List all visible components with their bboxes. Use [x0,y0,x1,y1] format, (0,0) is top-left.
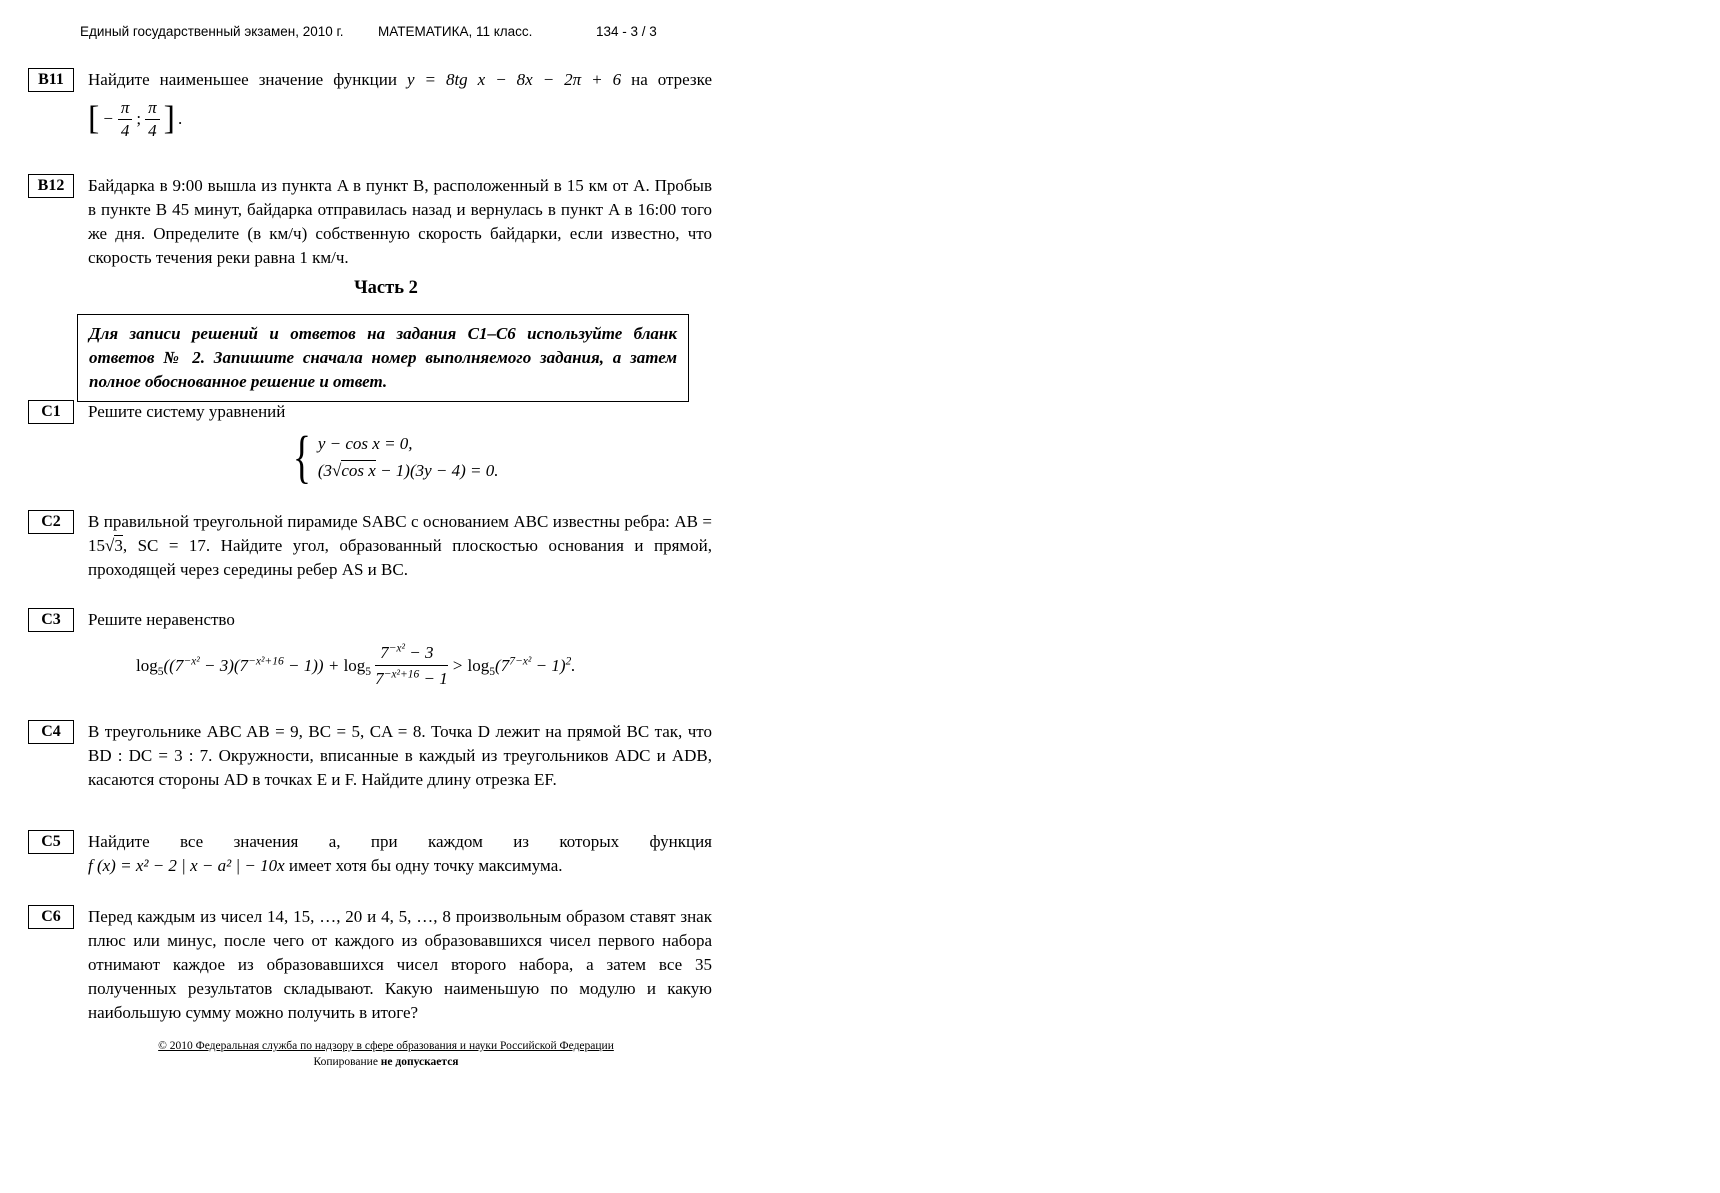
c3-fraction [375,642,448,690]
b11-statement-tail: на отрезке [631,70,713,89]
right-bracket: ] [163,99,175,137]
problem-c4-label: C4 [28,720,74,744]
header-subject: МАТЕМАТИКА, 11 класс. [378,24,533,39]
log-base: 5 [157,664,164,678]
problem-c5-label: C5 [28,830,74,854]
radical-sign: √ [332,460,342,480]
fraction-pi-over-4: $\frac{\pi}{4}$ [145,98,160,140]
problem-c5 [28,830,712,878]
fraction-pi-over-4: $\frac{\pi}{4}$ [118,98,133,140]
header-page-number: 134 - 3 / 3 [596,24,657,39]
c5-function-formula: f (x) = x² − 2 | x − a² | − 10x [88,856,285,875]
exponent: −x² [183,654,200,668]
c3-left-part: $\log_5((7^{-x^2} - 3)(7^{-x^2+16} - 1)) + \log_5$ [136,654,372,678]
square-exponent: 2 [565,654,572,668]
problem-b11 [28,68,712,140]
system-rows [318,432,499,483]
period: . [571,655,576,675]
footer-copy-notice: Копирование не допускается [313,1056,459,1068]
problem-c6 [28,905,712,1025]
part2-notice-box: Для записи решений и ответов на задания С1–С6 используйте бланк ответов № 2. Запишите сначала номер выполняемого задания, а затем полное обоснованное решение и ответ. [77,314,689,402]
c5-statement-tail: имеет хотя бы одну точку максимума. [284,856,563,875]
problem-c1-label: C1 [28,400,74,424]
problem-c1 [28,400,712,489]
c1-statement: Решите систему уравнений [88,402,286,421]
problem-c4 [28,720,712,792]
problem-b11-text [88,68,712,140]
radical: √cos x [332,460,376,480]
c1-equation-system [288,424,712,489]
problem-b12 [28,174,712,270]
problem-c4-text: В треугольнике ABC AB = 9, BC = 5, CA = 8. Точка D лежит на прямой BC так, что BD : DC = 3 : 7. Окружности, вписанные в каждый из треугольников ADC и ADB, касаются стороны AD в точках E и F. Найдите длину отрезка EF. [88,722,712,789]
problem-c3 [28,608,712,690]
exponent: −x²+16 [383,667,420,681]
problem-b11-label: B11 [28,68,74,92]
problem-b12-text: Байдарка в 9:00 вышла из пункта A в пункт B, расположенный в 15 км от A. Пробыв в пункте B 45 минут, байдарка отправилась назад и вернулась в пункт A в 16:00 того же дня. Определите (в км/ч) собственную скорость байдарки, если известно, что скорость течения реки равна 1 км/ч. [88,176,712,267]
page-footer [80,1038,692,1070]
problem-c2-label: C2 [28,510,74,534]
c5-statement-line1: Найдите все значения a, при каждом из которых функция [88,832,712,851]
log-symbol: log [343,655,366,675]
greater-than-sign: > [451,655,468,675]
period: . [177,109,183,129]
minus-sign: − [102,109,114,129]
c3-fraction-numerator: $7^{-x^2} - 3$ [375,642,448,666]
part2-heading: Часть 2 [354,278,418,298]
exponent: −x²+16 [248,654,284,668]
b11-function-formula: y = 8tg x − 8x − 2π + 6 [406,70,622,89]
semicolon: ; [136,109,142,129]
system-brace: { [292,424,311,489]
exponent: −x² [388,641,405,655]
system-equation-2: (3√cos x − 1)(3y − 4) = 0. [317,460,499,480]
radical-sign: √ [105,536,115,555]
problem-c2 [28,510,712,582]
problem-c6-text: Перед каждым из чисел 14, 15, …, 20 и 4, 5, …, 8 произвольным образом ставят знак плюс или минус, после чего от каждого из образовавшихся чисел первого набора отнимают каждое из образовавшихся чисел второго набора, а затем все 35 полученных результатов складывают. Какую наименьшую по модулю и какую наибольшую сумму можно получить в итоге? [88,907,712,1022]
problem-c5-text [88,830,712,878]
left-bracket: [ [88,99,100,137]
problem-c3-label: C3 [28,608,74,632]
c2-statement-after: , SC = 17. Найдите угол, образованный плоскостью основания и прямой, проходящей через середины ребер AS и BC. [88,536,712,579]
problem-b12-label: B12 [28,174,74,198]
footer-copyright: © 2010 Федеральная служба по надзору в сфере образования и науки Российской Федерации [158,1040,614,1052]
log-base: 5 [365,664,372,678]
problem-c1-text [88,400,712,489]
c3-statement: Решите неравенство [88,610,235,629]
c3-inequality [136,642,712,690]
radical: √3 [105,536,123,555]
problem-c6-label: C6 [28,905,74,929]
c5-statement-line2 [88,854,712,878]
system-equation-1: y − cos x = 0, [317,433,413,453]
c2-statement-before: В правильной треугольной пирамиде SABC с основанием ABC известны ребра: AB = 15 [88,512,712,555]
log-base: 5 [489,664,496,678]
c3-fraction-denominator: $7^{-x^2+16} - 1$ [375,667,448,689]
b11-interval [88,98,182,140]
page-header [0,24,760,44]
b11-statement: Найдите наименьшее значение функции [88,70,397,89]
header-exam-title: Единый государственный экзамен, 2010 г. [80,24,344,39]
c3-right-part: > $\log_5(7^{7-x^2} - 1)^2$. [451,654,576,678]
problem-c2-text [88,510,712,582]
log-symbol: log [467,655,490,675]
problem-c3-text [88,608,712,690]
log-symbol: log [136,655,158,675]
exponent: 7−x² [509,654,532,668]
problem-b11-line1 [88,68,712,92]
